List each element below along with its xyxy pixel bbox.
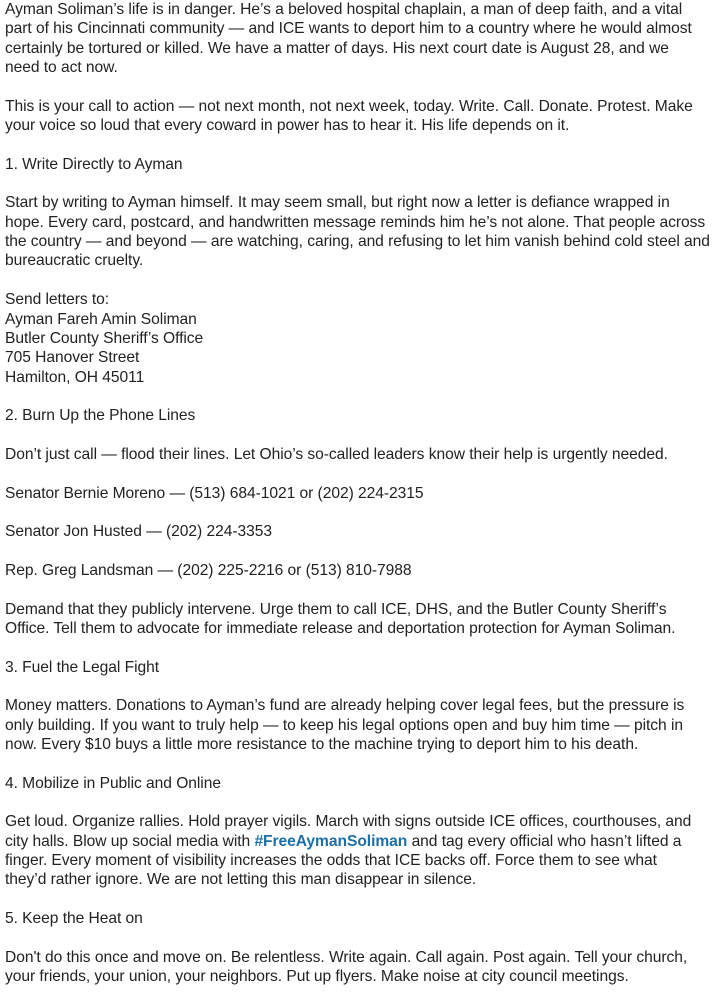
address-line: 705 Hanover Street bbox=[5, 349, 140, 367]
text-line: certainly be tortured or killed. We have a matter of days. His next court date is August 28, and we bbox=[5, 39, 669, 57]
text-line: now. Every $10 buys a little more resistance to the machine trying to deport him to his death. bbox=[5, 736, 639, 754]
text-line: This is your call to action — not next month, not next week, today. Write. Call. Donate. Protest. Make bbox=[5, 97, 693, 115]
section-heading: 3. Fuel the Legal Fight bbox=[5, 658, 160, 676]
text-line: bureaucratic cruelty. bbox=[5, 252, 144, 270]
text-line: part of his Cincinnati community — and ICE wants to deport him to a country where he would almost bbox=[5, 20, 692, 38]
text-line: Money matters. Donations to Ayman’s fund are already helping cover legal fees, but the pressure is bbox=[5, 697, 685, 715]
contact-husted bbox=[5, 522, 717, 541]
section-3-heading bbox=[5, 658, 717, 677]
text-line: they’d rather ignore. We are not letting this man disappear in silence. bbox=[5, 871, 477, 889]
address-line: Hamilton, OH 45011 bbox=[5, 368, 145, 386]
section-4-body bbox=[5, 812, 717, 889]
section-2-heading bbox=[5, 406, 717, 425]
section-heading: 1. Write Directly to Ayman bbox=[5, 155, 183, 173]
text-line: your friends, your union, your neighbors. Put up flyers. Make noise at city council meetings. bbox=[5, 968, 629, 986]
section-1-body bbox=[5, 193, 717, 270]
section-1-heading bbox=[5, 155, 717, 174]
contact-landsman bbox=[5, 561, 717, 580]
contact-moreno bbox=[5, 484, 717, 503]
text-line: Ayman Soliman’s life is in danger. He’s a beloved hospital chaplain, a man of deep faith, and a vital bbox=[5, 1, 683, 18]
text-fragment: and tag every official who hasn’t lifted a bbox=[407, 832, 682, 850]
section-2-demand bbox=[5, 600, 717, 639]
text-line: Start by writing to Ayman himself. It may seem small, but right now a letter is defiance wrapped in bbox=[5, 194, 670, 212]
text-line-with-hashtag bbox=[5, 832, 717, 851]
section-4-heading bbox=[5, 774, 717, 793]
section-3-body bbox=[5, 696, 717, 754]
contact-line: Senator Bernie Moreno — (513) 684-1021 or (202) 224-2315 bbox=[5, 484, 424, 502]
text-line: hope. Every card, postcard, and handwritten message reminds him he’s not alone. That people across bbox=[5, 213, 706, 231]
contact-line: Senator Jon Husted — (202) 224-3353 bbox=[5, 523, 272, 541]
text-line: Don’t just call — flood their lines. Let Ohio’s so-called leaders know their help is urgently needed. bbox=[5, 445, 668, 463]
intro-paragraph-1 bbox=[5, 0, 717, 77]
section-2-intro bbox=[5, 445, 717, 464]
address-line: Butler County Sheriff’s Office bbox=[5, 329, 204, 347]
section-5-body bbox=[5, 948, 717, 987]
intro-paragraph-2 bbox=[5, 97, 717, 136]
address-line: Ayman Fareh Amin Soliman bbox=[5, 310, 197, 328]
text-fragment: city halls. Blow up social media with bbox=[5, 832, 255, 850]
article-body bbox=[5, 0, 717, 1006]
text-line: the country — and beyond — are watching, caring, and refusing to let him vanish behind cold steel and bbox=[5, 233, 710, 251]
contact-line: Rep. Greg Landsman — (202) 225-2216 or (513) 810-7988 bbox=[5, 561, 412, 579]
section-5-heading bbox=[5, 909, 717, 928]
text-line: Don't do this once and move on. Be relentless. Write again. Call again. Post again. Tell your church, bbox=[5, 948, 688, 966]
address-label: Send letters to: bbox=[5, 291, 110, 309]
text-line: Demand that they publicly intervene. Urge them to call ICE, DHS, and the Butler County Sheriff’s bbox=[5, 600, 667, 618]
text-line: need to act now. bbox=[5, 59, 118, 77]
text-line: your voice so loud that every coward in power has to hear it. His life depends on it. bbox=[5, 117, 570, 135]
section-heading: 4. Mobilize in Public and Online bbox=[5, 774, 221, 792]
mailing-address bbox=[5, 290, 717, 387]
text-line: Office. Tell them to advocate for immediate release and deportation protection for Ayman Soliman. bbox=[5, 620, 676, 637]
text-line: finger. Every moment of visibility increases the odds that ICE backs off. Force them to see what bbox=[5, 852, 657, 870]
text-line: only building. If you want to truly help — to keep his legal options open and buy him time — pitch in bbox=[5, 716, 684, 734]
hashtag-link[interactable]: #FreeAymanSoliman bbox=[254, 832, 408, 850]
section-heading: 5. Keep the Heat on bbox=[5, 910, 143, 928]
text-line: Get loud. Organize rallies. Hold prayer vigils. March with signs outside ICE offices, courthouses, and bbox=[5, 813, 692, 831]
section-heading: 2. Burn Up the Phone Lines bbox=[5, 407, 196, 425]
